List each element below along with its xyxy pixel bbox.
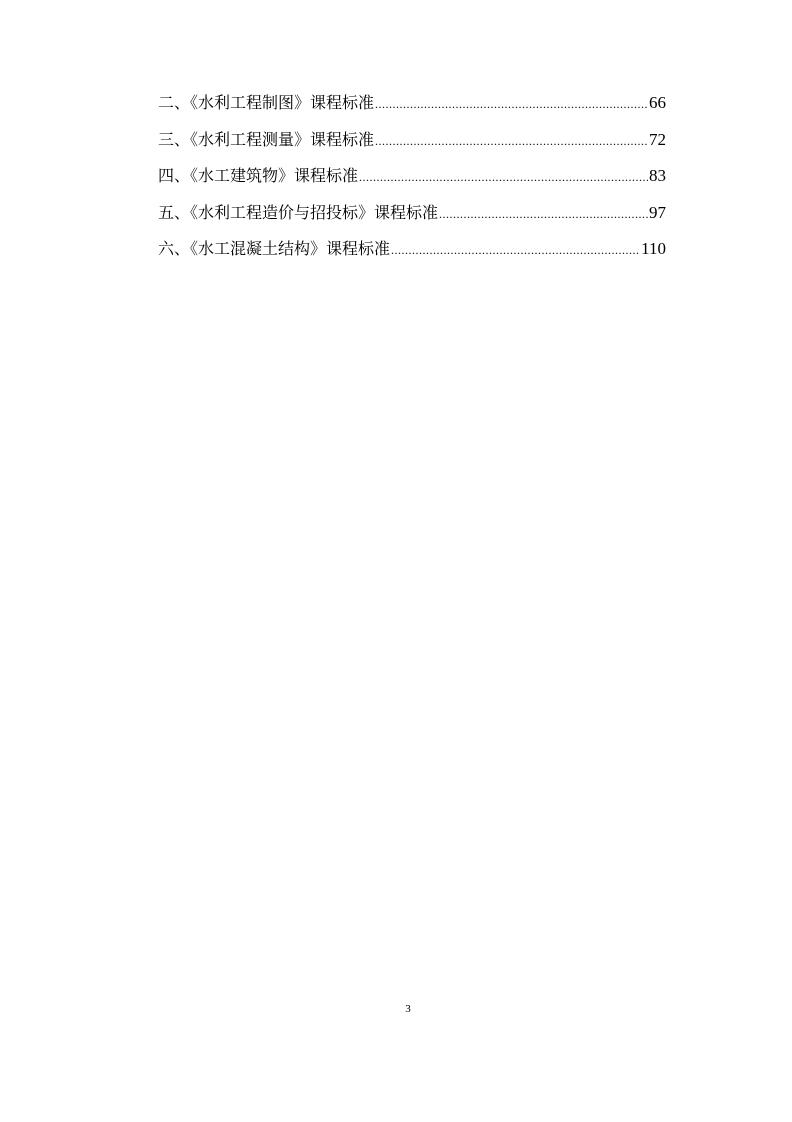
toc-entry-page: 72 [649,129,666,149]
toc-dot-leader [391,235,640,265]
toc-entry[interactable] [158,161,666,198]
toc-entry[interactable] [158,234,666,271]
page-number: 3 [405,1003,411,1015]
toc-entry[interactable] [158,88,666,125]
toc-entry-page: 83 [649,166,666,185]
toc-dot-leader [375,89,648,119]
toc-entry[interactable] [158,125,666,162]
toc-dot-leader [439,199,648,229]
toc-entry[interactable] [158,198,666,235]
toc-entry-title: 五、《水利工程造价与招投标》课程标准 [158,202,439,222]
toc-entry-title: 四、《水工建筑物》课程标准 [158,166,359,185]
toc-entry-page: 97 [649,202,666,222]
table-of-contents [158,88,666,271]
toc-dot-leader [375,126,648,156]
toc-entry-title: 三、《水利工程测量》课程标准 [158,129,375,149]
toc-entry-title: 二、《水利工程制图》课程标准 [158,93,375,112]
toc-entry-page: 66 [649,93,666,112]
toc-entry-title: 六、《水工混凝土结构》课程标准 [158,239,391,258]
toc-entry-page: 110 [641,239,666,258]
toc-dot-leader [359,162,648,192]
